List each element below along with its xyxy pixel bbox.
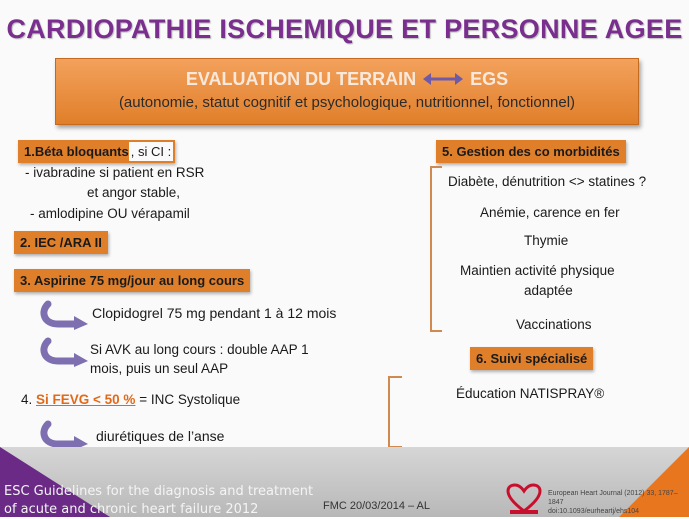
evaluation-right-label: EGS <box>470 69 509 89</box>
item-1-line-3: - amlodipine OU vérapamil <box>30 206 190 221</box>
curved-arrow-icon <box>40 337 90 367</box>
sub-item-avk-line-1: Si AVK au long cours : double AAP 1 <box>90 342 309 357</box>
esc-heart-logo-icon <box>506 483 542 515</box>
item-1-line-2: et angor stable, <box>87 185 181 200</box>
item-4 <box>21 392 240 407</box>
item-6-tag: 6. Suivi spécialisé <box>470 347 593 370</box>
item-5-tag: 5. Gestion des co morbidités <box>436 140 626 163</box>
double-arrow-icon <box>423 70 463 91</box>
item-2-tag: 2. IEC /ARA II <box>14 231 108 254</box>
footer-fmc-label: FMC 20/03/2014 – AL <box>323 500 431 512</box>
footer-journal-line-1: European Heart Journal (2012) 33, 1787–1847 <box>548 490 678 506</box>
comorbidity-line-2: Anémie, carence en fer <box>480 205 620 220</box>
comorbidity-line-6: Vaccinations <box>516 317 592 332</box>
comorbidity-line-5: adaptée <box>524 283 573 298</box>
slide-title: CARDIOPATHIE ISCHEMIQUE ET PERSONNE AGEE <box>6 14 683 44</box>
footer-citation-line-2: of acute and chronic heart failure 2012 <box>4 502 259 517</box>
sub-item-diuretiques: diurétiques de l’anse <box>96 428 225 444</box>
item-3-tag: 3. Aspirine 75 mg/jour au long cours <box>14 269 250 292</box>
item-5-bracket <box>430 166 442 332</box>
item-4-rest: = INC Systolique <box>135 392 241 407</box>
evaluation-box <box>55 58 639 125</box>
evaluation-subtitle: (autonomie, statut cognitif et psychologique, nutritionnel, fonctionnel) <box>118 94 576 111</box>
comorbidity-line-1: Diabète, dénutrition <> statines ? <box>448 174 647 189</box>
curved-arrow-icon <box>40 300 90 330</box>
comorbidity-line-4: Maintien activité physique <box>460 263 615 278</box>
sub-item-avk-line-2: mois, puis un seul AAP <box>90 361 229 376</box>
item-4-condition: Si FEVG < 50 % <box>36 392 136 407</box>
item-4-prefix: 4. <box>21 392 37 407</box>
item-1-line-1: - ivabradine si patient en RSR <box>25 165 205 180</box>
item-6-bracket <box>388 376 402 448</box>
item-6-line: Éducation NATISPRAY® <box>456 386 605 401</box>
evaluation-heading <box>56 69 638 91</box>
footer-journal-line-2: doi:10.1093/eurheartj/ehs104 <box>548 508 640 515</box>
item-1-tag <box>18 140 175 163</box>
comorbidity-line-3: Thymie <box>524 233 569 248</box>
curved-arrow-icon <box>40 420 90 450</box>
item-1-rest: , si CI : <box>130 144 172 159</box>
footer-citation-line-1: ESC Guidelines for the diagnosis and treatment <box>4 484 314 499</box>
evaluation-left-label: EVALUATION DU TERRAIN <box>185 69 417 89</box>
footer-journal-reference <box>548 489 689 516</box>
item-1-label: 1.Béta bloquants <box>24 144 129 159</box>
footer-citation <box>4 483 313 519</box>
sub-item-clopidogrel: Clopidogrel 75 mg pendant 1 à 12 mois <box>92 305 337 321</box>
